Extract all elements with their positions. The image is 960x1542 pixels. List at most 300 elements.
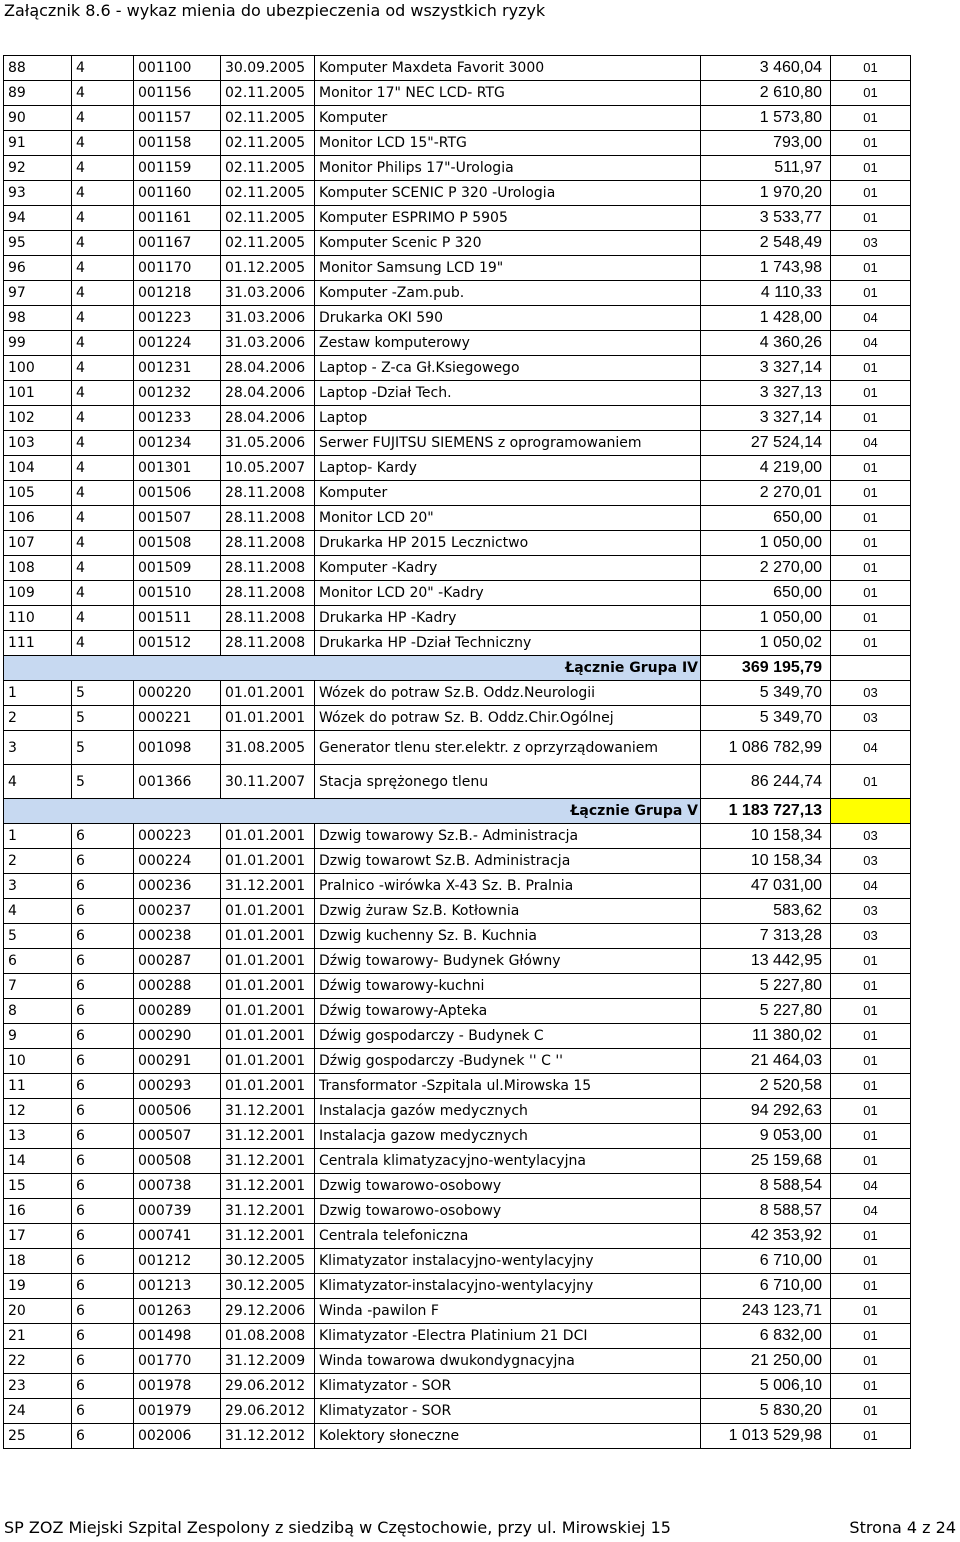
table-row xyxy=(4,131,911,156)
inventory-number-cell: 001234 xyxy=(134,431,221,456)
table-row xyxy=(4,106,911,131)
asset-value-cell: 5 006,10 xyxy=(701,1374,831,1399)
acquisition-date-cell: 28.11.2008 xyxy=(221,556,315,581)
inventory-number-cell: 001232 xyxy=(134,381,221,406)
asset-value-cell: 2 270,00 xyxy=(701,556,831,581)
asset-name-cell: Komputer -Kadry xyxy=(315,556,701,581)
risk-code-cell: 03 xyxy=(831,681,911,706)
inventory-number-cell: 000288 xyxy=(134,974,221,999)
group-number-cell: 6 xyxy=(72,1349,134,1374)
asset-name-cell: Klimatyzator - SOR xyxy=(315,1374,701,1399)
asset-name-cell: Centrala klimatyzacyjno-wentylacyjna xyxy=(315,1149,701,1174)
table-row xyxy=(4,156,911,181)
asset-name-cell: Winda towarowa dwukondygnacyjna xyxy=(315,1349,701,1374)
risk-code-cell: 01 xyxy=(831,974,911,999)
asset-name-cell: Pralnico -wirówka X-43 Sz. B. Pralnia xyxy=(315,874,701,899)
row-number-cell: 95 xyxy=(4,231,72,256)
acquisition-date-cell: 02.11.2005 xyxy=(221,131,315,156)
acquisition-date-cell: 01.01.2001 xyxy=(221,706,315,731)
row-number-cell: 25 xyxy=(4,1424,72,1449)
inventory-number-cell: 000738 xyxy=(134,1174,221,1199)
asset-name-cell: Komputer Maxdeta Favorit 3000 xyxy=(315,56,701,81)
risk-code-cell: 03 xyxy=(831,899,911,924)
risk-code-cell: 03 xyxy=(831,231,911,256)
acquisition-date-cell: 31.12.2001 xyxy=(221,1124,315,1149)
table-row xyxy=(4,1249,911,1274)
row-number-cell: 94 xyxy=(4,206,72,231)
asset-value-cell: 47 031,00 xyxy=(701,874,831,899)
risk-code-cell: 04 xyxy=(831,331,911,356)
table-row xyxy=(4,731,911,765)
table-row xyxy=(4,406,911,431)
table-row xyxy=(4,481,911,506)
inventory-number-cell: 001167 xyxy=(134,231,221,256)
group-number-cell: 6 xyxy=(72,1174,134,1199)
asset-value-cell: 6 832,00 xyxy=(701,1324,831,1349)
group-number-cell: 6 xyxy=(72,1299,134,1324)
asset-name-cell: Dzwig towarowo-osobowy xyxy=(315,1199,701,1224)
asset-name-cell: Komputer Scenic P 320 xyxy=(315,231,701,256)
risk-code-cell: 01 xyxy=(831,581,911,606)
acquisition-date-cell: 02.11.2005 xyxy=(221,156,315,181)
inventory-number-cell: 001509 xyxy=(134,556,221,581)
inventory-number-cell: 001979 xyxy=(134,1399,221,1424)
group-number-cell: 6 xyxy=(72,1074,134,1099)
group-number-cell: 6 xyxy=(72,1149,134,1174)
asset-name-cell: Kolektory słoneczne xyxy=(315,1424,701,1449)
group-number-cell: 4 xyxy=(72,131,134,156)
group-number-cell: 6 xyxy=(72,1324,134,1349)
group-total-row xyxy=(4,656,911,681)
risk-code-cell: 04 xyxy=(831,431,911,456)
asset-value-cell: 3 327,14 xyxy=(701,356,831,381)
acquisition-date-cell: 31.05.2006 xyxy=(221,431,315,456)
asset-name-cell: Dźwig towarowy-Apteka xyxy=(315,999,701,1024)
table-row xyxy=(4,231,911,256)
risk-code-cell: 01 xyxy=(831,1149,911,1174)
group-number-cell: 4 xyxy=(72,256,134,281)
table-row xyxy=(4,81,911,106)
group-number-cell: 6 xyxy=(72,1124,134,1149)
group-number-cell: 6 xyxy=(72,1249,134,1274)
risk-code-cell: 01 xyxy=(831,1349,911,1374)
inventory-number-cell: 001263 xyxy=(134,1299,221,1324)
group-number-cell: 4 xyxy=(72,356,134,381)
row-number-cell: 111 xyxy=(4,631,72,656)
row-number-cell: 90 xyxy=(4,106,72,131)
group-total-label: Łącznie Grupa V xyxy=(4,799,701,824)
acquisition-date-cell: 31.12.2001 xyxy=(221,1224,315,1249)
asset-value-cell: 793,00 xyxy=(701,131,831,156)
group-number-cell: 6 xyxy=(72,1199,134,1224)
table-row xyxy=(4,506,911,531)
inventory-number-cell: 001231 xyxy=(134,356,221,381)
acquisition-date-cell: 28.11.2008 xyxy=(221,606,315,631)
group-number-cell: 6 xyxy=(72,1274,134,1299)
inventory-number-cell: 001223 xyxy=(134,306,221,331)
table-row xyxy=(4,824,911,849)
asset-name-cell: Monitor Samsung LCD 19" xyxy=(315,256,701,281)
table-row xyxy=(4,56,911,81)
risk-code-cell: 01 xyxy=(831,556,911,581)
risk-code-cell: 01 xyxy=(831,281,911,306)
asset-value-cell: 5 830,20 xyxy=(701,1399,831,1424)
group-total-label: Łącznie Grupa IV xyxy=(4,656,701,681)
inventory-number-cell: 001511 xyxy=(134,606,221,631)
risk-code-cell: 01 xyxy=(831,1024,911,1049)
asset-name-cell: Klimatyzator-instalacyjno-wentylacyjny xyxy=(315,1274,701,1299)
risk-code-cell: 01 xyxy=(831,631,911,656)
table-row xyxy=(4,1349,911,1374)
table-row xyxy=(4,949,911,974)
inventory-number-cell: 001512 xyxy=(134,631,221,656)
asset-value-cell: 6 710,00 xyxy=(701,1249,831,1274)
asset-name-cell: Monitor LCD 20" -Kadry xyxy=(315,581,701,606)
row-number-cell: 6 xyxy=(4,949,72,974)
row-number-cell: 22 xyxy=(4,1349,72,1374)
acquisition-date-cell: 01.01.2001 xyxy=(221,681,315,706)
asset-name-cell: Stacja sprężonego tlenu xyxy=(315,765,701,799)
row-number-cell: 104 xyxy=(4,456,72,481)
row-number-cell: 10 xyxy=(4,1049,72,1074)
acquisition-date-cell: 31.12.2001 xyxy=(221,1099,315,1124)
inventory-number-cell: 000236 xyxy=(134,874,221,899)
table-row xyxy=(4,1224,911,1249)
table-row xyxy=(4,1099,911,1124)
row-number-cell: 110 xyxy=(4,606,72,631)
asset-value-cell: 1 573,80 xyxy=(701,106,831,131)
asset-name-cell: Dźwig towarowy-kuchni xyxy=(315,974,701,999)
inventory-number-cell: 001301 xyxy=(134,456,221,481)
acquisition-date-cell: 02.11.2005 xyxy=(221,106,315,131)
acquisition-date-cell: 01.01.2001 xyxy=(221,924,315,949)
risk-code-cell: 01 xyxy=(831,256,911,281)
asset-value-cell: 42 353,92 xyxy=(701,1224,831,1249)
risk-code-cell: 03 xyxy=(831,924,911,949)
acquisition-date-cell: 02.11.2005 xyxy=(221,231,315,256)
asset-value-cell: 11 380,02 xyxy=(701,1024,831,1049)
asset-value-cell: 4 110,33 xyxy=(701,281,831,306)
asset-value-cell: 2 520,58 xyxy=(701,1074,831,1099)
asset-name-cell: Monitor Philips 17"-Urologia xyxy=(315,156,701,181)
asset-name-cell: Transformator -Szpitala ul.Mirowska 15 xyxy=(315,1074,701,1099)
group-number-cell: 4 xyxy=(72,381,134,406)
acquisition-date-cell: 31.12.2001 xyxy=(221,1199,315,1224)
row-number-cell: 14 xyxy=(4,1149,72,1174)
asset-value-cell: 243 123,71 xyxy=(701,1299,831,1324)
acquisition-date-cell: 02.11.2005 xyxy=(221,181,315,206)
asset-name-cell: Dźwig gospodarczy -Budynek '' C '' xyxy=(315,1049,701,1074)
table-row xyxy=(4,874,911,899)
asset-value-cell: 86 244,74 xyxy=(701,765,831,799)
risk-code-cell: 01 xyxy=(831,949,911,974)
asset-value-cell: 94 292,63 xyxy=(701,1099,831,1124)
risk-code-cell: 01 xyxy=(831,1049,911,1074)
table-row xyxy=(4,681,911,706)
inventory-number-cell: 001161 xyxy=(134,206,221,231)
asset-name-cell: Drukarka HP 2015 Lecznictwo xyxy=(315,531,701,556)
table-row xyxy=(4,849,911,874)
table-row xyxy=(4,356,911,381)
inventory-number-cell: 001224 xyxy=(134,331,221,356)
table-row xyxy=(4,1274,911,1299)
acquisition-date-cell: 01.01.2001 xyxy=(221,849,315,874)
asset-name-cell: Drukarka HP -Dział Techniczny xyxy=(315,631,701,656)
row-number-cell: 91 xyxy=(4,131,72,156)
row-number-cell: 15 xyxy=(4,1174,72,1199)
inventory-number-cell: 001158 xyxy=(134,131,221,156)
asset-value-cell: 5 227,80 xyxy=(701,999,831,1024)
asset-value-cell: 2 610,80 xyxy=(701,81,831,106)
table-row xyxy=(4,999,911,1024)
group-number-cell: 5 xyxy=(72,681,134,706)
table-row xyxy=(4,1399,911,1424)
table-row xyxy=(4,256,911,281)
group-number-cell: 4 xyxy=(72,156,134,181)
group-number-cell: 4 xyxy=(72,606,134,631)
risk-code-cell: 01 xyxy=(831,406,911,431)
acquisition-date-cell: 01.01.2001 xyxy=(221,999,315,1024)
row-number-cell: 1 xyxy=(4,824,72,849)
inventory-number-cell: 001506 xyxy=(134,481,221,506)
acquisition-date-cell: 01.01.2001 xyxy=(221,1049,315,1074)
acquisition-date-cell: 01.08.2008 xyxy=(221,1324,315,1349)
inventory-number-cell: 001508 xyxy=(134,531,221,556)
asset-value-cell: 4 360,26 xyxy=(701,331,831,356)
row-number-cell: 8 xyxy=(4,999,72,1024)
group-number-cell: 4 xyxy=(72,106,134,131)
group-number-cell: 6 xyxy=(72,1374,134,1399)
asset-value-cell: 10 158,34 xyxy=(701,824,831,849)
asset-value-cell: 8 588,57 xyxy=(701,1199,831,1224)
asset-value-cell: 8 588,54 xyxy=(701,1174,831,1199)
risk-code-cell: 04 xyxy=(831,1199,911,1224)
risk-code-cell: 01 xyxy=(831,1274,911,1299)
group-number-cell: 4 xyxy=(72,306,134,331)
inventory-number-cell: 001170 xyxy=(134,256,221,281)
table-row xyxy=(4,974,911,999)
acquisition-date-cell: 01.01.2001 xyxy=(221,824,315,849)
row-number-cell: 24 xyxy=(4,1399,72,1424)
table-row xyxy=(4,606,911,631)
row-number-cell: 96 xyxy=(4,256,72,281)
group-number-cell: 5 xyxy=(72,765,134,799)
table-row xyxy=(4,1199,911,1224)
asset-value-cell: 650,00 xyxy=(701,581,831,606)
inventory-number-cell: 000224 xyxy=(134,849,221,874)
row-number-cell: 98 xyxy=(4,306,72,331)
asset-name-cell: Dzwig towarowo-osobowy xyxy=(315,1174,701,1199)
asset-value-cell: 650,00 xyxy=(701,506,831,531)
inventory-number-cell: 001770 xyxy=(134,1349,221,1374)
asset-value-cell: 13 442,95 xyxy=(701,949,831,974)
row-number-cell: 5 xyxy=(4,924,72,949)
acquisition-date-cell: 28.11.2008 xyxy=(221,531,315,556)
asset-value-cell: 21 464,03 xyxy=(701,1049,831,1074)
risk-code-cell: 01 xyxy=(831,606,911,631)
group-total-amount: 369 195,79 xyxy=(701,656,831,681)
acquisition-date-cell: 30.12.2005 xyxy=(221,1249,315,1274)
asset-name-cell: Serwer FUJITSU SIEMENS z oprogramowaniem xyxy=(315,431,701,456)
inventory-number-cell: 001157 xyxy=(134,106,221,131)
inventory-number-cell: 001156 xyxy=(134,81,221,106)
acquisition-date-cell: 31.03.2006 xyxy=(221,331,315,356)
inventory-number-cell: 001100 xyxy=(134,56,221,81)
row-number-cell: 105 xyxy=(4,481,72,506)
acquisition-date-cell: 28.04.2006 xyxy=(221,406,315,431)
inventory-number-cell: 001213 xyxy=(134,1274,221,1299)
group-number-cell: 6 xyxy=(72,974,134,999)
asset-value-cell: 1 050,00 xyxy=(701,531,831,556)
acquisition-date-cell: 28.04.2006 xyxy=(221,381,315,406)
acquisition-date-cell: 01.01.2001 xyxy=(221,974,315,999)
asset-value-cell: 1 050,02 xyxy=(701,631,831,656)
group-number-cell: 6 xyxy=(72,849,134,874)
row-number-cell: 101 xyxy=(4,381,72,406)
acquisition-date-cell: 28.11.2008 xyxy=(221,581,315,606)
acquisition-date-cell: 28.11.2008 xyxy=(221,631,315,656)
asset-value-cell: 7 313,28 xyxy=(701,924,831,949)
asset-name-cell: Instalacja gazow medycznych xyxy=(315,1124,701,1149)
inventory-number-cell: 000289 xyxy=(134,999,221,1024)
risk-code-cell: 01 xyxy=(831,381,911,406)
asset-value-cell: 2 548,49 xyxy=(701,231,831,256)
risk-code-cell: 01 xyxy=(831,1249,911,1274)
risk-code-cell: 01 xyxy=(831,1099,911,1124)
risk-code-cell: 04 xyxy=(831,306,911,331)
table-row xyxy=(4,1049,911,1074)
asset-value-cell: 1 013 529,98 xyxy=(701,1424,831,1449)
inventory-number-cell: 000506 xyxy=(134,1099,221,1124)
row-number-cell: 12 xyxy=(4,1099,72,1124)
table-row xyxy=(4,381,911,406)
risk-code-cell: 03 xyxy=(831,824,911,849)
row-number-cell: 106 xyxy=(4,506,72,531)
acquisition-date-cell: 28.04.2006 xyxy=(221,356,315,381)
inventory-number-cell: 001218 xyxy=(134,281,221,306)
risk-code-cell: 01 xyxy=(831,999,911,1024)
group-number-cell: 5 xyxy=(72,731,134,765)
acquisition-date-cell: 01.01.2001 xyxy=(221,1074,315,1099)
table-row xyxy=(4,581,911,606)
asset-name-cell: Monitor LCD 20" xyxy=(315,506,701,531)
acquisition-date-cell: 01.01.2001 xyxy=(221,899,315,924)
group-number-cell: 4 xyxy=(72,206,134,231)
asset-value-cell: 5 349,70 xyxy=(701,706,831,731)
risk-code-cell: 04 xyxy=(831,731,911,765)
row-number-cell: 2 xyxy=(4,706,72,731)
group-number-cell: 6 xyxy=(72,899,134,924)
row-number-cell: 9 xyxy=(4,1024,72,1049)
acquisition-date-cell: 30.09.2005 xyxy=(221,56,315,81)
risk-code-cell: 01 xyxy=(831,1324,911,1349)
asset-name-cell: Klimatyzator -Electra Platinium 21 DCI xyxy=(315,1324,701,1349)
acquisition-date-cell: 31.12.2012 xyxy=(221,1424,315,1449)
asset-name-cell: Monitor LCD 15"-RTG xyxy=(315,131,701,156)
table-row xyxy=(4,1324,911,1349)
asset-value-cell: 3 533,77 xyxy=(701,206,831,231)
group-number-cell: 4 xyxy=(72,406,134,431)
asset-name-cell: Komputer ESPRIMO P 5905 xyxy=(315,206,701,231)
asset-name-cell: Laptop xyxy=(315,406,701,431)
group-number-cell: 6 xyxy=(72,1024,134,1049)
inventory-number-cell: 001507 xyxy=(134,506,221,531)
asset-name-cell: Monitor 17" NEC LCD- RTG xyxy=(315,81,701,106)
asset-name-cell: Laptop - Z-ca Gł.Ksiegowego xyxy=(315,356,701,381)
risk-code-cell: 01 xyxy=(831,131,911,156)
inventory-number-cell: 000287 xyxy=(134,949,221,974)
acquisition-date-cell: 31.12.2009 xyxy=(221,1349,315,1374)
asset-value-cell: 27 524,14 xyxy=(701,431,831,456)
risk-code-cell: 01 xyxy=(831,456,911,481)
table-row xyxy=(4,1374,911,1399)
table-row xyxy=(4,706,911,731)
asset-name-cell: Centrala telefoniczna xyxy=(315,1224,701,1249)
asset-value-cell: 9 053,00 xyxy=(701,1124,831,1149)
acquisition-date-cell: 30.11.2007 xyxy=(221,765,315,799)
table-row xyxy=(4,1424,911,1449)
risk-code-cell: 01 xyxy=(831,1374,911,1399)
risk-code-cell: 01 xyxy=(831,1124,911,1149)
asset-name-cell: Dzwig towarowt Sz.B. Administracja xyxy=(315,849,701,874)
inventory-number-cell: 001510 xyxy=(134,581,221,606)
table-row xyxy=(4,456,911,481)
row-number-cell: 7 xyxy=(4,974,72,999)
group-number-cell: 5 xyxy=(72,706,134,731)
row-number-cell: 100 xyxy=(4,356,72,381)
inventory-number-cell: 001498 xyxy=(134,1324,221,1349)
risk-code-cell: 01 xyxy=(831,81,911,106)
row-number-cell: 13 xyxy=(4,1124,72,1149)
table-row xyxy=(4,1174,911,1199)
inventory-number-cell: 001233 xyxy=(134,406,221,431)
row-number-cell: 97 xyxy=(4,281,72,306)
row-number-cell: 109 xyxy=(4,581,72,606)
acquisition-date-cell: 01.12.2005 xyxy=(221,256,315,281)
inventory-number-cell: 000741 xyxy=(134,1224,221,1249)
table-row xyxy=(4,531,911,556)
group-number-cell: 6 xyxy=(72,1399,134,1424)
asset-value-cell: 1 050,00 xyxy=(701,606,831,631)
row-number-cell: 99 xyxy=(4,331,72,356)
acquisition-date-cell: 29.12.2006 xyxy=(221,1299,315,1324)
inventory-number-cell: 000508 xyxy=(134,1149,221,1174)
asset-name-cell: Drukarka HP -Kadry xyxy=(315,606,701,631)
row-number-cell: 3 xyxy=(4,731,72,765)
group-number-cell: 4 xyxy=(72,231,134,256)
group-number-cell: 6 xyxy=(72,949,134,974)
asset-name-cell: Komputer SCENIC P 320 -Urologia xyxy=(315,181,701,206)
group-number-cell: 6 xyxy=(72,1424,134,1449)
asset-value-cell: 1 970,20 xyxy=(701,181,831,206)
risk-code-cell: 01 xyxy=(831,181,911,206)
row-number-cell: 11 xyxy=(4,1074,72,1099)
risk-code-cell: 01 xyxy=(831,1224,911,1249)
group-number-cell: 6 xyxy=(72,1224,134,1249)
inventory-number-cell: 001978 xyxy=(134,1374,221,1399)
inventory-number-cell: 000739 xyxy=(134,1199,221,1224)
inventory-number-cell: 000237 xyxy=(134,899,221,924)
group-number-cell: 4 xyxy=(72,456,134,481)
risk-code-cell: 03 xyxy=(831,706,911,731)
row-number-cell: 4 xyxy=(4,899,72,924)
asset-value-cell: 21 250,00 xyxy=(701,1349,831,1374)
row-number-cell: 20 xyxy=(4,1299,72,1324)
asset-value-cell: 1 086 782,99 xyxy=(701,731,831,765)
row-number-cell: 107 xyxy=(4,531,72,556)
acquisition-date-cell: 02.11.2005 xyxy=(221,81,315,106)
group-number-cell: 4 xyxy=(72,481,134,506)
